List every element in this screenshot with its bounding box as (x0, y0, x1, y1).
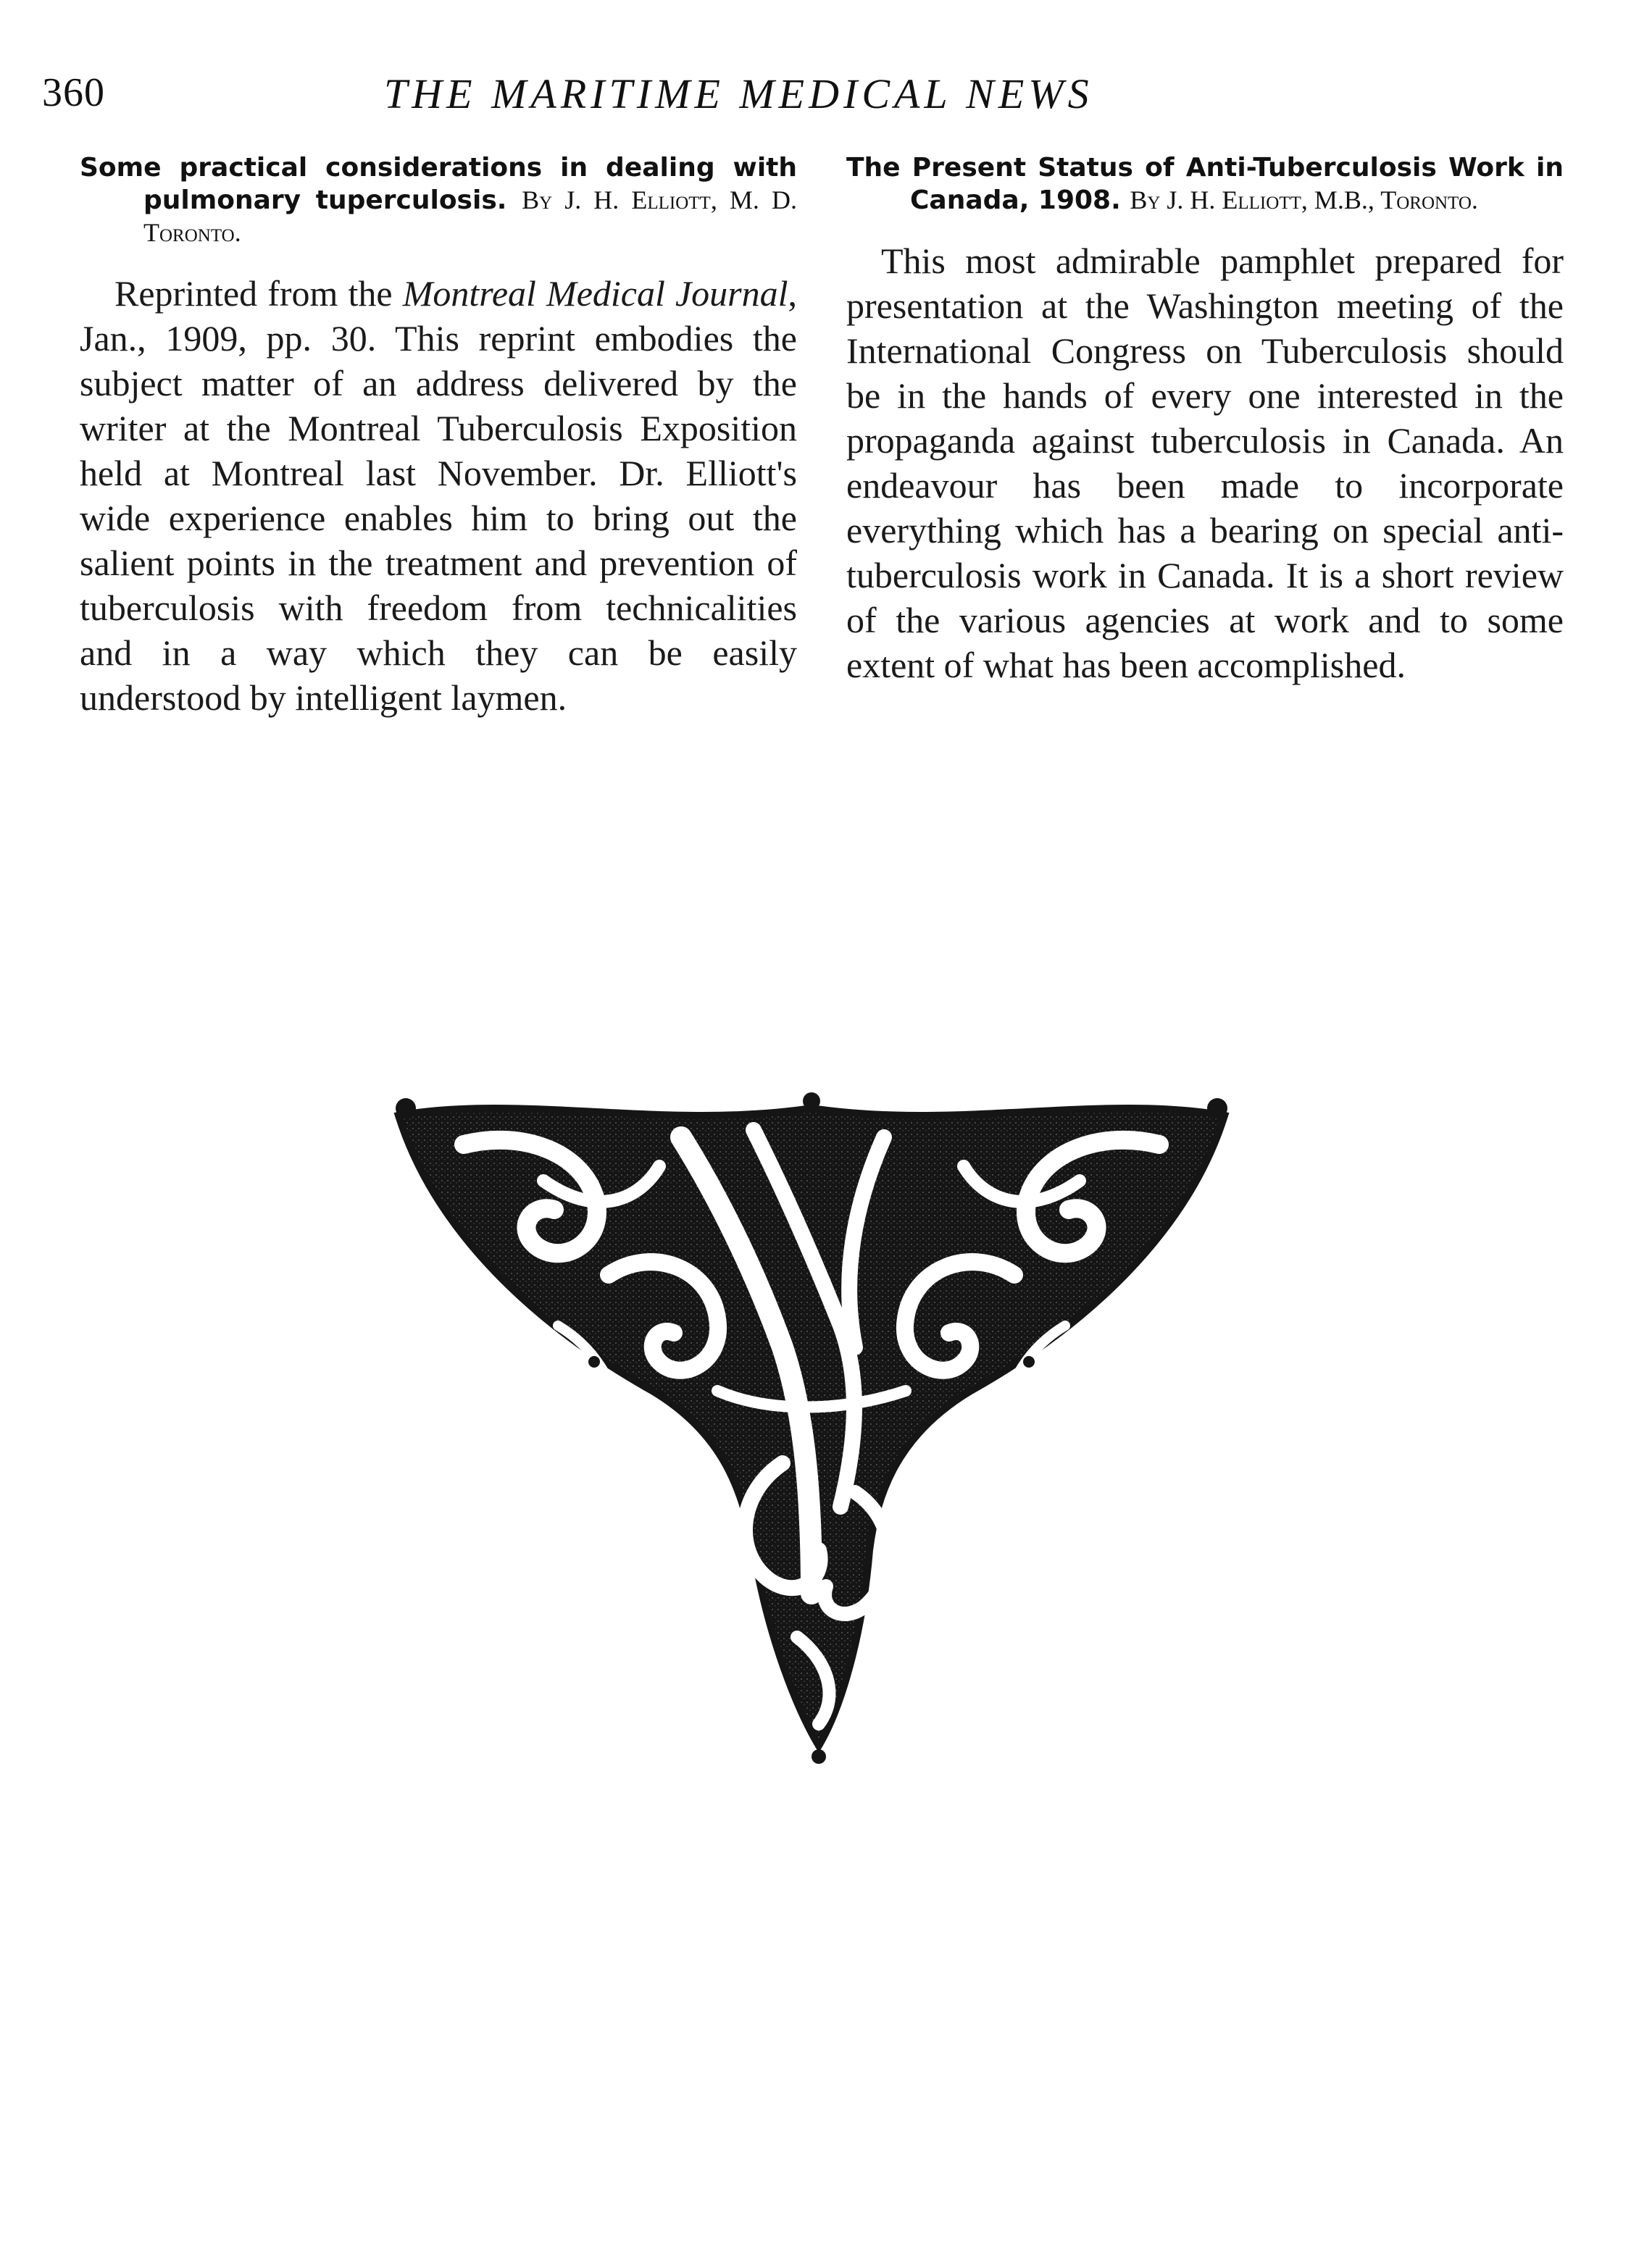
left-article-heading (80, 152, 797, 249)
page-number: 360 (42, 70, 105, 115)
left-article (80, 152, 797, 756)
left-article-body-start: Reprinted from the (114, 273, 403, 314)
right-article-body: This most admirable pamphlet prepared for presentation at the Washington meeting of the International Congress on Tuberculosis should be in the hands of every one interested in the propaganda against tuberculosis in Canada. An endeavour has been made to incorporate everything which has a bearing on special anti-tuberculosis work in Canada. It is a short review of the various agencies at work and to some extent of what has been accomplished. (846, 240, 1564, 685)
left-article-journal-name: Montreal Medical Journal (402, 273, 788, 314)
left-article-body-rest: , Jan., 1909, pp. 30. This reprint embodies the subject matter of an address delivered by the writer at the Montreal Tuberculosis Exposition held at Montreal last November. Dr. Elliott's wide experience enables him to bring out the salient points in the treatment and prevention of tuberculosis with freedom from technicalities and in a way which they can be easily understood by intelligent laymen. (80, 273, 797, 718)
right-article-byline: By J. H. Elliott, M.B., Toronto. (1130, 185, 1478, 214)
right-article-heading (846, 152, 1564, 217)
left-article-title: Some practical considerations in dealing with pulmonary tuperculosis. (80, 153, 797, 215)
decorative-scroll-ornament-icon (377, 1087, 1246, 1767)
running-head: THE MARITIME MEDICAL NEWS (384, 70, 1093, 117)
left-article-byline: By J. H. Elliott, M. D. Toronto. (143, 185, 797, 247)
right-article-title: The Present Status of Anti-Tuberculosis Work in Canada, 1908. (846, 153, 1564, 215)
left-article-body (80, 271, 797, 720)
right-article (846, 152, 1564, 724)
